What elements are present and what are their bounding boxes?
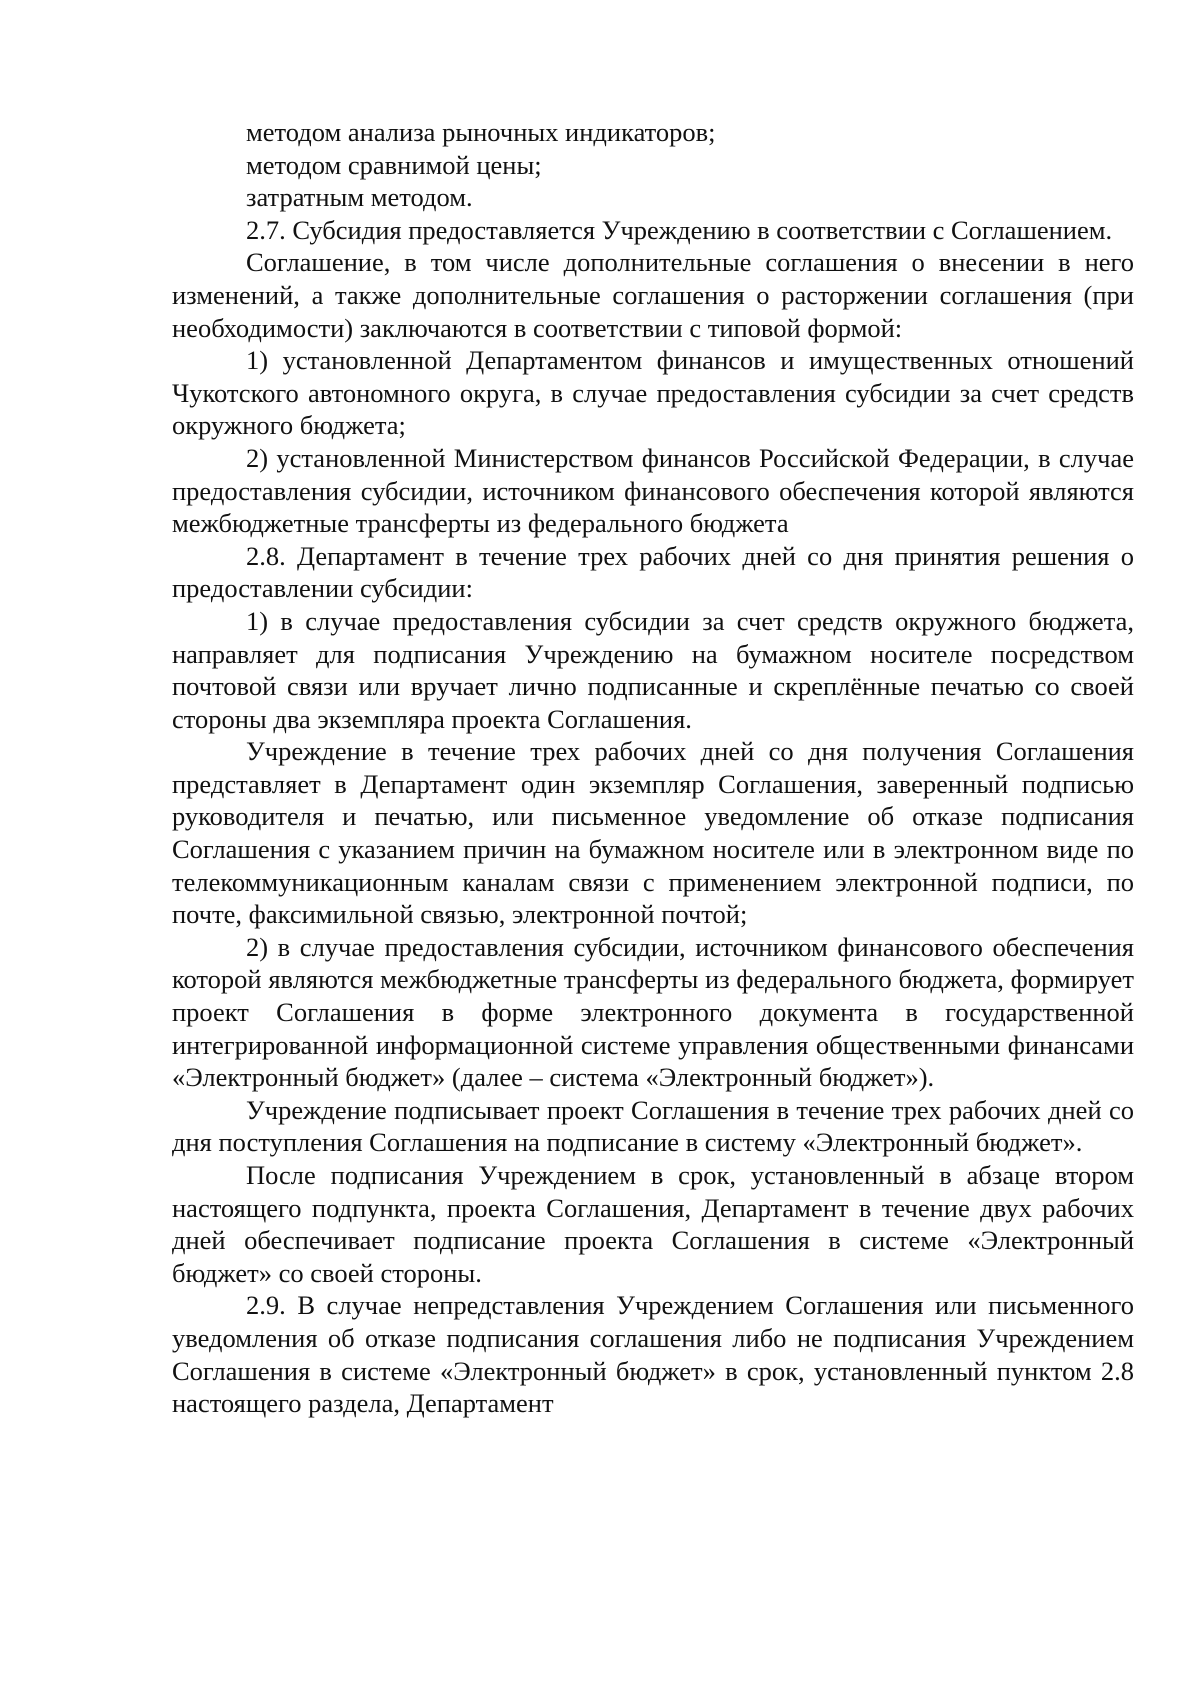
paragraph-form-2: 2) установленной Министерством финансов Российской Федерации, в случае предоставления субсидии, источником финансового обеспечения которой являются межбюджетные трансферты из федерального бюджета <box>172 442 1134 539</box>
paragraph-form-1: 1) установленной Департаментом финансов и имущественных отношений Чукотского автономного округа, в случае предоставления субсидии за счет средств окружного бюджета; <box>172 345 1134 441</box>
paragraph-2-8-2: 2) в случае предоставления субсидии, источником финансового обеспечения которой являются межбюджетные трансферты из федерального бюджета, формирует проект Соглашения в форме электронного документа в государственной интегрированной информационной системе управления общественными финансами «Электронный бюджет» (далее – система «Электронный бюджет»). <box>172 931 1134 1093</box>
document-page <box>172 116 1134 1420</box>
paragraph-after-signing: После подписания Учреждением в срок, установленный в абзаце втором настоящего подпункта, проекта Соглашения, Департамент в течение двух рабочих дней обеспечивает подписание проекта Соглашения в системе «Электронный бюджет» со своей стороны. <box>172 1160 1134 1288</box>
paragraph-method-cost: затратным методом. <box>246 182 473 213</box>
paragraph-method-market: методом анализа рыночных индикаторов; <box>246 117 716 147</box>
paragraph-institution-signs: Учреждение подписывает проект Соглашения в течение трех рабочих дней со дня поступления Соглашения на подписание в систему «Электронный бюджет». <box>172 1094 1134 1158</box>
paragraph-method-price: методом сравнимой цены; <box>246 149 542 180</box>
paragraph-2-8-1: 1) в случае предоставления субсидии за счет средств окружного бюджета, направляет для подписания Учреждению на бумажном носителе посредством почтовой связи или вручает лично подписанные и скреплённые печатью со своей стороны два экземпляра проекта Соглашения. <box>172 605 1134 734</box>
paragraph-agreement: Соглашение, в том числе дополнительные соглашения о внесении в него изменений, а также дополнительные соглашения о расторжении соглашения (при необходимости) заключаются в соответствии с типовой формой: <box>172 247 1134 343</box>
paragraph-2-8: 2.8. Департамент в течение трех рабочих дней со дня принятия решения о предоставлении субсидии: <box>172 540 1134 604</box>
paragraph-institution-response: Учреждение в течение трех рабочих дней со дня получения Соглашения представляет в Департамент один экземпляр Соглашения, заверенный подписью руководителя и печатью, или письменное уведомление об отказе подписания Соглашения с указанием причин на бумажном носителе или в электронном виде по телекоммуникационным каналам связи с применением электронной подписи, по почте, факсимильной связью, электронной почтой; <box>172 736 1134 930</box>
paragraph-2-9: 2.9. В случае непредставления Учреждением Соглашения или письменного уведомления об отказе подписания соглашения либо не подписания Учреждением Соглашения в системе «Электронный бюджет» в срок, установленный пунктом 2.8 настоящего раздела, Департамент <box>172 1290 1134 1419</box>
paragraph-2-7: 2.7. Субсидия предоставляется Учреждению в соответствии с Соглашением. <box>246 214 1113 245</box>
